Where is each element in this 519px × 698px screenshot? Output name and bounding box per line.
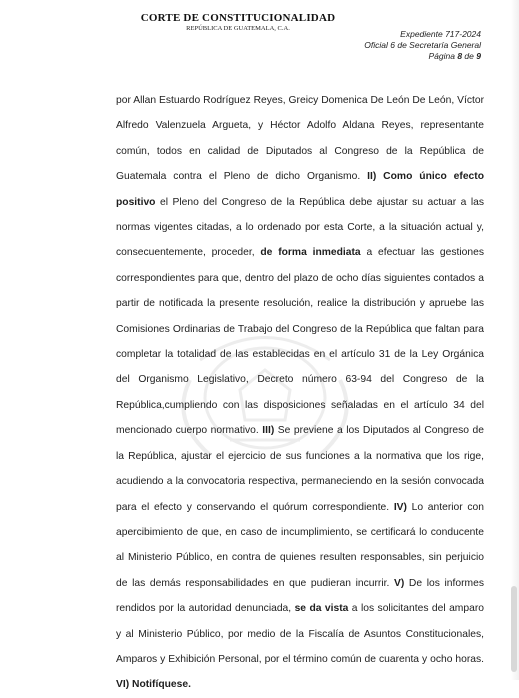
resolution-paragraph: por Allan Estuardo Rodríguez Reyes, Greicy Domenica De León De León, Víctor Alfredo Valenzuela Argueta, y Héctor Adolfo Aldana Reyes, representante común, todos en calidad de Diputados al Congreso de la República de Guatemala contra el Pleno de dicho Organismo. II) Como único efecto positivo el Pleno del Congreso de la República debe ajustar su actuar a las normas vigentes citadas, a lo ordenado por esta Corte, a la situación actual y, consecuentemente, proceder, de forma inmediata a efectuar las gestiones correspondientes para que, dentro del plazo de ocho días siguientes contados a partir de notificada la presente resolución, realice la distribución y apruebe las Comisiones Ordinarias de Trabajo del Congreso de la República que faltan para completar la totalidad de las establecidas en el artículo 31 de la Ley Orgánica del Organismo Legislativo, Decreto número 63-94 del Congreso de la República,cumpliendo con las disposiciones señaladas en el artículo 34 del mencionado cuerpo normativo. III) Se previene a los Diputados al Congreso de la República, ajustar el ejercicio de sus funciones a la normativa que los rige, acudiendo a la convocatoria respectiva, permaneciendo en la sesión convocada para el efecto y conservando el quórum correspondiente. IV) Lo anterior con apercibimiento de que, en caso de incumplimiento, se certificará lo conducente al Ministerio Público, en contra de quienes resulten responsables, sin perjuicio de las demás responsabilidades en que pudieran incurrir. V) De los informes rendidos por la autoridad denunciada, se da vista a los solicitantes del amparo y al Ministerio Público, por medio de la Fiscalía de Asuntos Constitucionales, Amparos y Exhibición Personal, por el término común de cuarenta y ocho horas. VI) Notifíquese. xyxy=(116,95,484,691)
court-country: REPÚBLICA DE GUATEMALA, C.A. xyxy=(186,25,290,32)
expediente-number: Expediente 717-2024 xyxy=(400,29,481,39)
court-name: CORTE DE CONSTITUCIONALIDAD xyxy=(140,12,336,24)
page-edge xyxy=(511,0,519,680)
oficial-label: Oficial 6 de Secretaría General xyxy=(364,40,481,50)
court-header xyxy=(120,12,356,32)
scrollbar[interactable] xyxy=(511,586,517,672)
page-indicator: Página 8 de 9 xyxy=(428,51,481,61)
case-reference xyxy=(364,29,481,62)
resolution-text xyxy=(116,88,484,698)
